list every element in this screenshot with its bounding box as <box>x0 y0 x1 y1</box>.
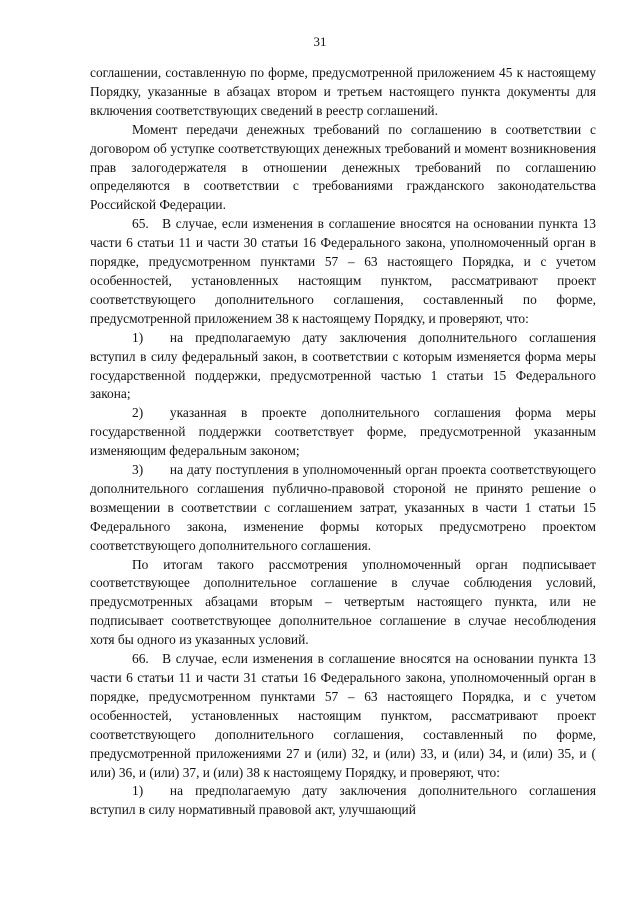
paragraph-clause-66: 66. В случае, если изменения в соглашение вносятся на основании пункта 13 части 6 статьи 11 и части 31 статьи 16 Федерального закона, уполномоченный орган в порядке, предусмотренном пунктами 57 – 63 настоящего Порядка, и с учетом особенностей, установленных настоящим пунктом, рассматривают проект соответствующего дополнительного соглашения, составленный по форме, предусмотренной приложениями 27 и (или) 32, и (или) 33, и (или) 34, и (или) 35, и ( или) 36, и (или) 37, и (или) 38 к настоящему Порядку, и проверяют, что: <box>90 651 596 780</box>
page-number: 31 <box>313 34 327 49</box>
paragraph-clause-65: 65. В случае, если изменения в соглашение вносятся на основании пункта 13 части 6 статьи 11 и части 30 статьи 16 Федерального закона, уполномоченный орган в порядке, предусмотренном пунктами 57 – 63 настоящего Порядка, и с учетом особенностей, установленных настоящим пунктом, рассматривают проект соответствующего дополнительного соглашения, составленный по форме, предусмотренной приложением 38 к настоящему Порядку, и проверяют, что: <box>90 216 596 326</box>
paragraph-clause-65-result: По итогам такого рассмотрения уполномоченный орган подписывает соответствующее дополнительное соглашение в случае соблюдения условий, предусмотренных абзацами вторым – четвертым настоящего пункта, или не подписывает соответствующее дополнительное соглашение в случае несоблюдения хотя бы одного из указанных условий. <box>90 556 596 648</box>
document-body <box>90 64 596 820</box>
paragraph-clause-65-item-1: 1) на предполагаемую дату заключения дополнительного соглашения вступил в силу федеральный закон, в соответствии с которым изменяется форма меры государственной поддержки, предусмотренной частью 1 статьи 15 Федерального закона; <box>90 329 596 402</box>
paragraph-continuation: соглашении, составленную по форме, предусмотренной приложением 45 к настоящему Порядку, указанные в абзацах втором и третьем настоящего пункта документы для включения соответствующих сведений в реестр соглашений. <box>90 65 596 118</box>
paragraph-transfer-moment: Момент передачи денежных требований по соглашению в соответствии с договором об уступке соответствующих денежных требований и момент возникновения прав залогодержателя в отношении денежных требований по соглашению определяются в соответствии с требованиями гражданского законодательства Российской Федерации. <box>90 121 596 213</box>
paragraph-clause-66-item-1: 1) на предполагаемую дату заключения дополнительного соглашения вступил в силу нормативный правовой акт, улучшающий <box>90 783 596 818</box>
paragraph-clause-65-item-2: 2) указанная в проекте дополнительного соглашения форма меры государственной поддержки соответствует форме, предусмотренной указанным изменяющим федеральным законом; <box>90 405 596 459</box>
paragraph-clause-65-item-3: 3) на дату поступления в уполномоченный орган проекта соответствующего дополнительного соглашения публично-правовой стороной не принято решение о возмещении в соответствии с соглашением затрат, указанных в части 1 статьи 15 Федерального закона, изменение формы которых предусмотрено проектом соответствующего дополнительного соглашения. <box>90 462 596 553</box>
